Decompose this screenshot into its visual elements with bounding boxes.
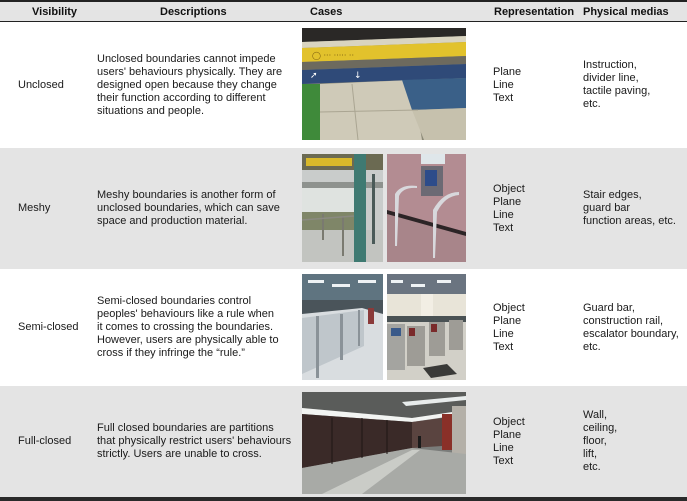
header-representation: Representation <box>494 6 575 18</box>
physical-medias-cell: Wall, ceiling, floor, lift, etc. <box>583 409 618 473</box>
physical-medias-cell: Guard bar, construction rail, escalator boundary, etc. <box>583 301 679 353</box>
visibility-cell: Unclosed <box>18 78 64 91</box>
svg-text:➚: ➚ <box>310 71 318 81</box>
stair-handrail-photo <box>387 154 466 262</box>
header-descriptions: Descriptions <box>160 6 227 18</box>
representation-cell: Plane Line Text <box>493 65 522 104</box>
table-row-semi-closed <box>0 269 687 386</box>
table-header <box>0 0 687 22</box>
ticket-gates-photo <box>387 274 466 380</box>
visibility-cell: Meshy <box>18 202 51 214</box>
representation-cell: Object Plane Line Text <box>493 415 525 467</box>
svg-text:◯ ··· ····· ··: ◯ ··· ····· ·· <box>312 51 355 60</box>
table-bottom-rule <box>0 497 687 501</box>
table-row-unclosed <box>0 22 687 148</box>
visibility-cell: Full-closed <box>18 435 72 447</box>
description-cell: Full closed boundaries are partitions that physically restrict users' behaviours strictly. Users are unable to cross. <box>97 422 292 460</box>
svg-text:↓: ↓ <box>354 71 362 81</box>
description-cell: Meshy boundaries is another form of unclosed boundaries, which can save space and production material. <box>97 189 280 227</box>
visibility-cell: Semi-closed <box>18 321 79 333</box>
platform-guard-rail-photo <box>302 154 383 262</box>
header-physical-medias: Physical medias <box>583 6 669 18</box>
platform-floor-markings-photo <box>302 28 466 140</box>
physical-medias-cell: Stair edges, guard bar function areas, etc. <box>583 189 676 227</box>
physical-medias-cell: Instruction, divider line, tactile paving, etc. <box>583 59 651 110</box>
description-cell: Unclosed boundaries cannot impede users' behaviours physically. They are designed open because they change their function according to different situations and people. <box>97 52 283 117</box>
table-row-full-closed <box>0 386 687 497</box>
header-cases: Cases <box>310 6 343 18</box>
representation-cell: Object Plane Line Text <box>493 182 525 234</box>
concourse-glass-barrier-photo <box>302 274 383 380</box>
table-row-meshy <box>0 148 687 269</box>
platform-screen-doors-photo <box>302 392 466 494</box>
representation-cell: Object Plane Line Text <box>493 301 525 353</box>
header-visibility: Visibility <box>32 6 78 18</box>
description-cell: Semi-closed boundaries control peoples' behaviours like a rule when it comes to crossing the boundaries. However, users are physically able to cross if they infringe the “rule.” <box>97 295 279 359</box>
